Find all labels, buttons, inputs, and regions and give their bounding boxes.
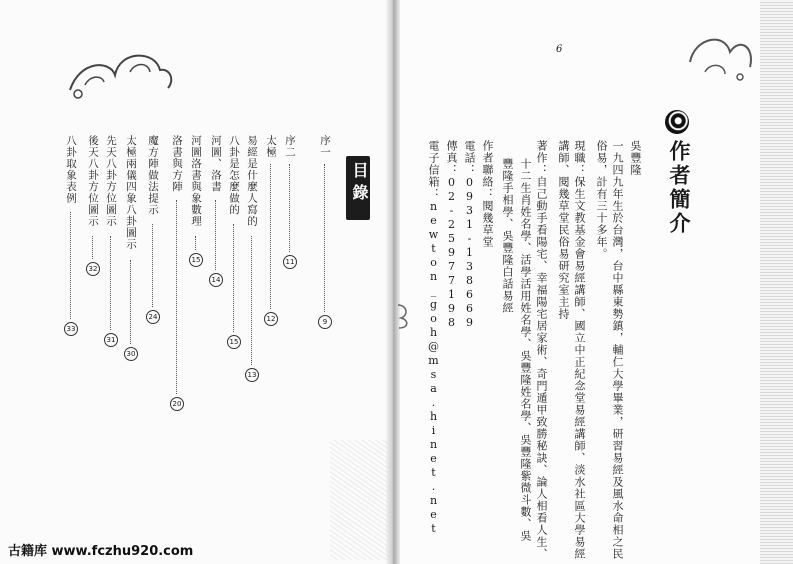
toc-entry-label: 河圖洛書與象數理 (190, 135, 202, 227)
toc-entry (189, 135, 204, 227)
toc-leader-dots (92, 236, 93, 259)
toc-entry-label: 序一 (319, 135, 331, 158)
toc-entry (264, 135, 279, 158)
toc-entry-label: 河圖、洛書 (210, 135, 222, 193)
toc-entry (227, 135, 242, 216)
toc-leader-dots (251, 236, 252, 365)
toc-entry (86, 135, 101, 227)
toc-page-number: 24 (146, 310, 160, 324)
toc-leader-dots (195, 236, 196, 250)
toc-entry (64, 135, 79, 204)
toc-entry (283, 135, 298, 158)
author-bio-line: 著作：自己動手看陽宅、幸福陽宅居家術、奇門遁甲致勝秘訣、論人相看人生、 (535, 140, 548, 560)
author-bio-line: 十二生肖姓名學、活學活用姓名學、吳豐隆姓名學、吳豐隆紫微斗數、吳 (519, 158, 532, 542)
toc-entry (170, 135, 185, 193)
swirl-icon (665, 110, 689, 134)
author-bio-line: 作者聯絡：閱幾草堂 (481, 140, 494, 248)
toc-entry (318, 135, 333, 158)
toc-leader-dots (110, 236, 111, 330)
toc-entry-label: 太極 (265, 135, 277, 158)
toc-entry-label: 八卦是怎麼做的 (228, 135, 240, 216)
toc-entry-label: 序二 (284, 135, 296, 158)
toc-page-number: 30 (124, 347, 138, 361)
toc-entry-label: 洛書與方陣 (171, 135, 183, 193)
toc-page-number: 33 (64, 322, 78, 336)
toc-page-number: 15 (227, 335, 241, 349)
toc-leader-dots (176, 200, 177, 394)
toc-page-number: 31 (104, 333, 118, 347)
author-bio-line: 講師、閱幾草堂民俗易研究室主持 (557, 140, 570, 320)
toc-page-number: 11 (283, 255, 297, 269)
toc-page-number: 20 (170, 397, 184, 411)
author-bio-line: 吳豐隆 (629, 140, 642, 176)
scan-noise (330, 440, 390, 560)
page-number: 6 (556, 44, 563, 55)
toc-entry-label: 八卦取象表例 (65, 135, 77, 204)
author-bio-line: 現職：保生文教基金會易經講師、國立中正紀念堂易經講師、淡水社區大學易經 (573, 140, 586, 560)
author-bio-line: 豐隆手相學、吳豐隆白話易經 (501, 158, 514, 314)
toc-entry (146, 135, 161, 216)
toc-leader-dots (215, 200, 216, 270)
toc-entry-label: 魔方陣做法提示 (147, 135, 159, 216)
toc-leader-dots (233, 224, 234, 332)
toc-entry (209, 135, 224, 193)
toc-page-number: 15 (189, 253, 203, 267)
author-bio-line: 傳真：02-25977198 (445, 140, 458, 330)
toc-entry (245, 135, 260, 227)
toc-title-box (346, 156, 370, 220)
toc-leader-dots (130, 260, 131, 344)
toc-entry-label: 先天八卦方位圖示 (105, 135, 117, 227)
toc-title: 目錄 (350, 162, 369, 206)
author-bio-line: 電子信箱：newton_goh@msa.hinet.net (427, 140, 440, 536)
author-bio-line: 電話：0931-138669 (463, 140, 476, 330)
toc-entry-label: 易經是什麼人寫的 (246, 135, 258, 227)
toc-page-number: 32 (86, 262, 100, 276)
watermark-text: 古籍库 www.fczhu920.com (8, 544, 194, 559)
toc-page-number: 13 (245, 368, 259, 382)
toc-page-number: 9 (318, 315, 332, 329)
toc-page-number: 14 (209, 273, 223, 287)
toc-leader-dots (289, 164, 290, 252)
toc-leader-dots (324, 164, 325, 312)
toc-page-number: 12 (264, 312, 278, 326)
author-bio-line: 一九四九年生於台灣，台中縣東勢鎮，輔仁大學畢業，研習易經及風水命相之民 (611, 140, 624, 560)
toc-leader-dots (152, 224, 153, 307)
toc-entry-label: 太極兩儀四象八卦圖示 (125, 135, 137, 250)
author-heading: 作者簡介 (667, 140, 692, 236)
ornament-fragment (395, 300, 415, 330)
toc-entry (104, 135, 119, 227)
cloud-ornament-left (60, 30, 180, 110)
toc-entry-label: 後天八卦方位圖示 (87, 135, 99, 227)
author-bio-line: 俗易，計有三十多年。 (595, 140, 608, 260)
cloud-ornament-right (680, 22, 760, 92)
page-edge-shadow (760, 0, 793, 564)
toc-leader-dots (270, 164, 271, 309)
toc-leader-dots (70, 212, 71, 319)
toc-entry (124, 135, 139, 250)
